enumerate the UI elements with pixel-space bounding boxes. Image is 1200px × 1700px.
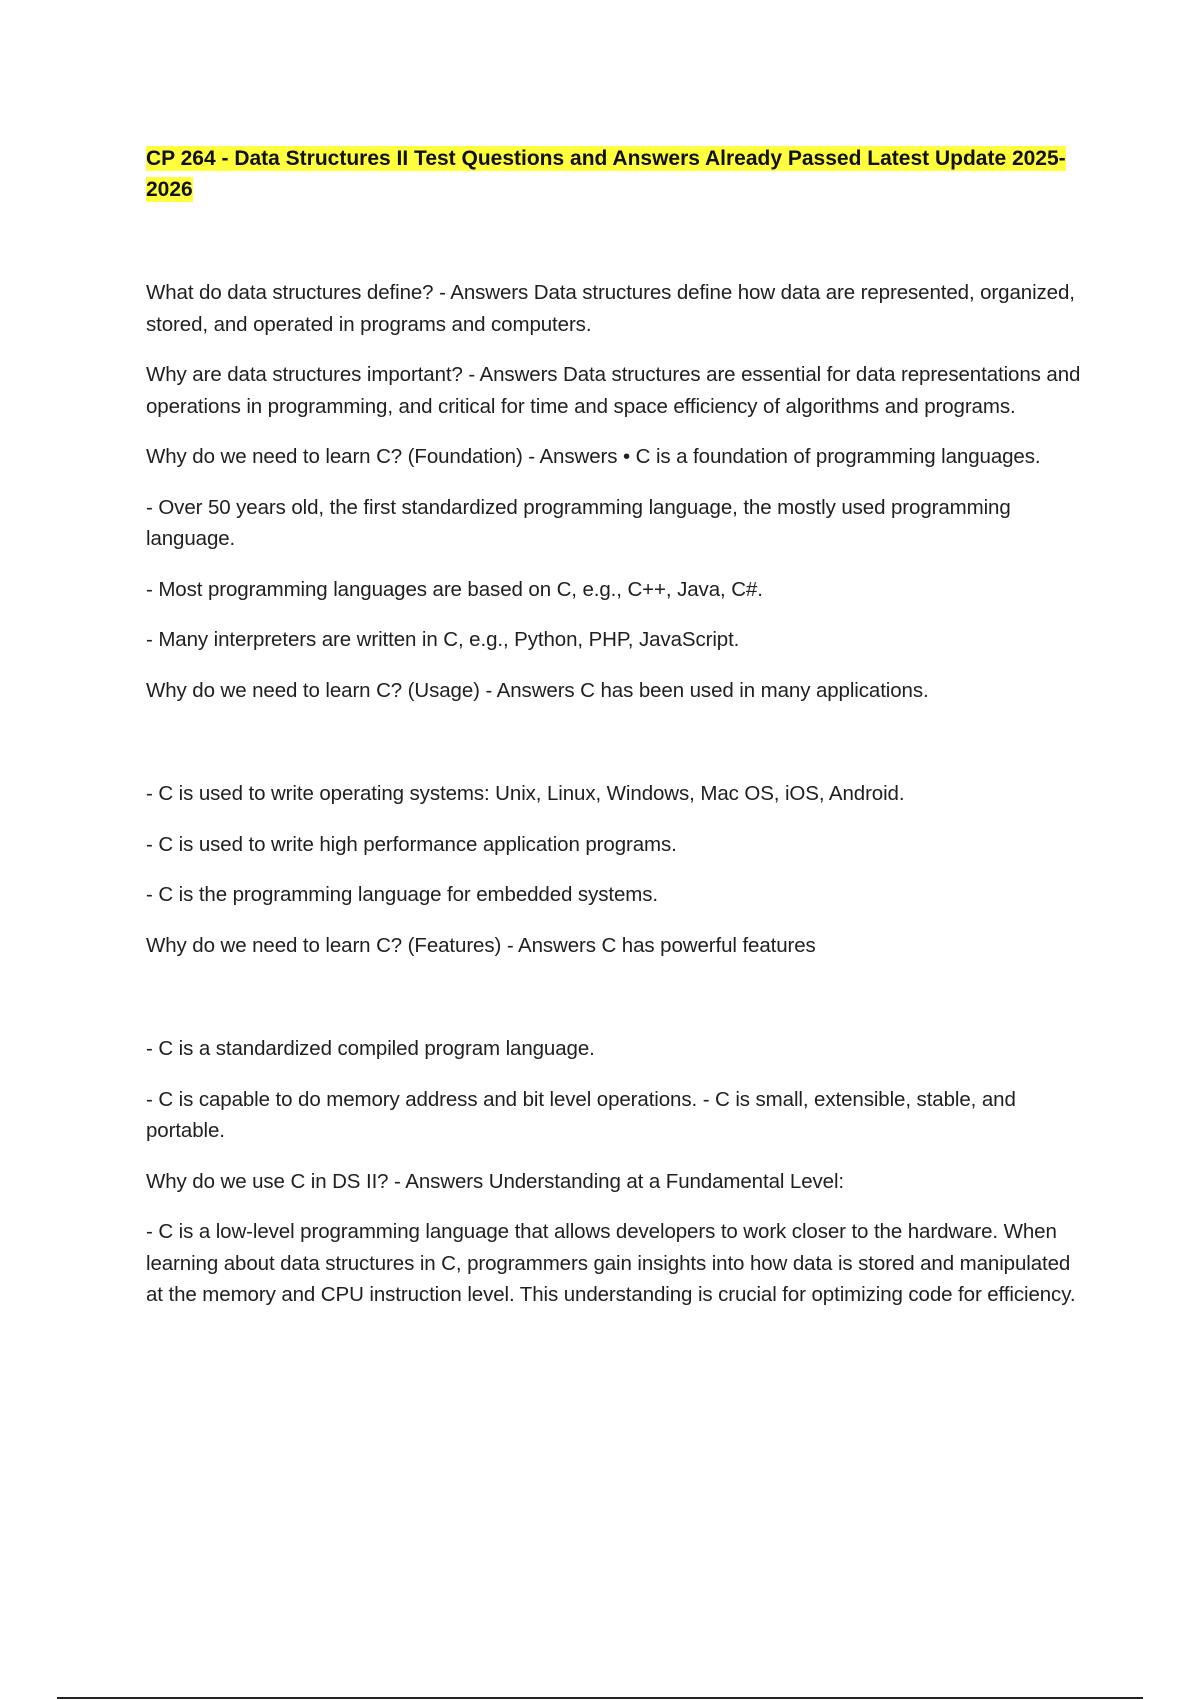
paragraph-data-structures-define: What do data structures define? - Answers Data structures define how data are represented, organized, stored, and operated in programs and computers. (146, 281, 1075, 336)
paragraph-learn-c-foundation: Why do we need to learn C? (Foundation) - Answers • C is a foundation of programming languages. (146, 445, 1041, 468)
paragraph-operating-systems: - C is used to write operating systems: Unix, Linux, Windows, Mac OS, iOS, Android. (146, 782, 905, 805)
paragraph-over-50-years: - Over 50 years old, the first standardized programming language, the mostly used programming language. (146, 495, 1011, 550)
document-title (146, 143, 1086, 205)
document-body (146, 277, 1091, 1330)
paragraph-learn-c-features: Why do we need to learn C? (Features) - Answers C has powerful features (146, 933, 816, 957)
paragraph-standardized-compiled: - C is a standardized compiled program language. (146, 1037, 595, 1060)
footer-divider (57, 1697, 1143, 1699)
paragraph-data-structures-important: Why are data structures important? - Answers Data structures are essential for data representations and operations in programming, and critical for time and space efficiency of algorithms and programs. (146, 363, 1081, 418)
paragraph-high-performance: - C is used to write high performance application programs. (146, 832, 677, 856)
paragraph-learn-c-usage: Why do we need to learn C? (Usage) - Answers C has been used in many applications. (146, 678, 929, 702)
paragraph-low-level-language: - C is a low-level programming language that allows developers to work closer to the hardware. When learning about data structures in C, programmers gain insights into how data is stored and manipulated at the memory and CPU instruction level. This understanding is crucial for optimizing code for efficiency. (146, 1220, 1076, 1306)
paragraph-embedded-systems: - C is the programming language for embedded systems. (146, 883, 659, 906)
paragraph-why-c-in-ds2: Why do we use C in DS II? - Answers Understanding at a Fundamental Level: (146, 1169, 845, 1193)
paragraph-memory-bit-operations: - C is capable to do memory address and bit level operations. - C is small, extensible, stable, and portable. (146, 1087, 1016, 1142)
title-highlight: CP 264 - Data Structures II Test Questions and Answers Already Passed Latest Update 2025-2026 (146, 147, 1066, 201)
paragraph-interpreters: - Many interpreters are written in C, e.g., Python, PHP, JavaScript. (146, 628, 740, 651)
paragraph-based-on-c: - Most programming languages are based on C, e.g., C++, Java, C#. (146, 577, 763, 601)
